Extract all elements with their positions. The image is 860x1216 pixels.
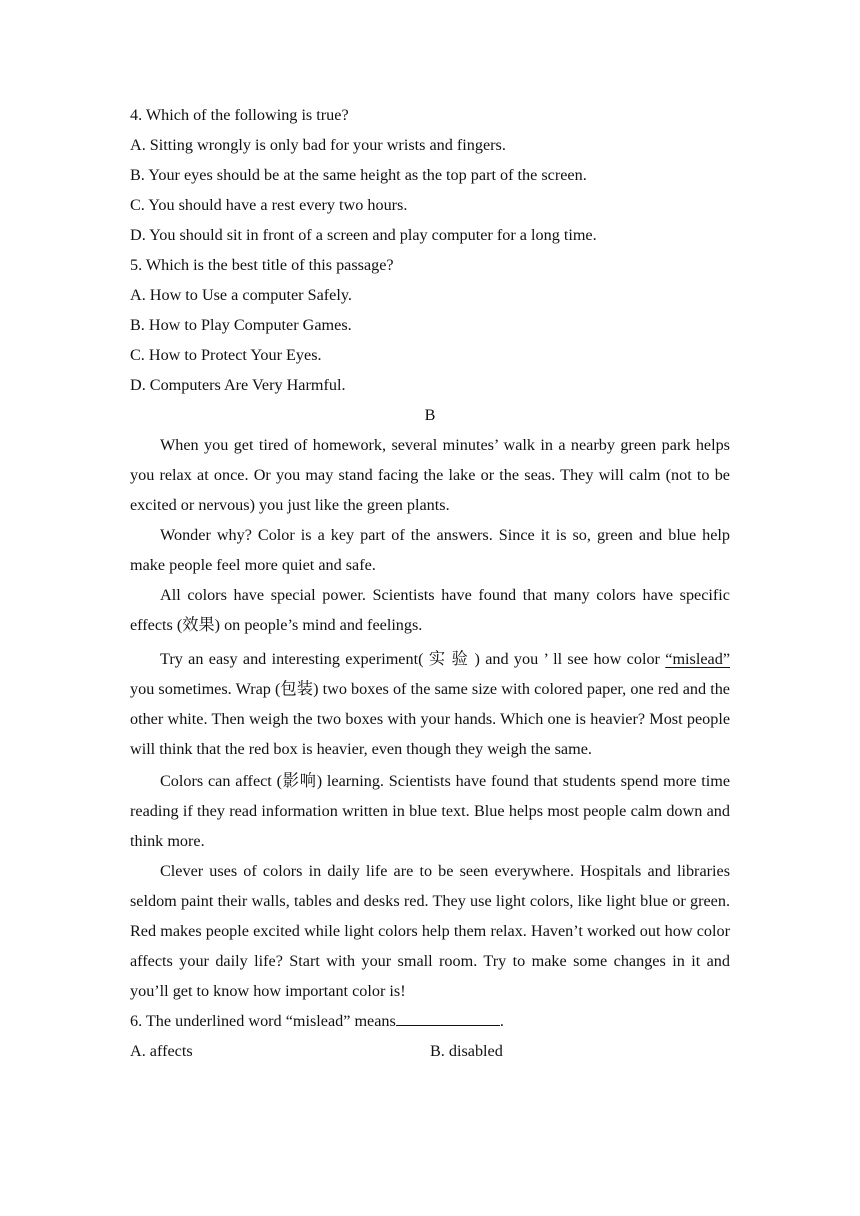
passage-paragraph-3: All colors have special power. Scientists have found that many colors have specific effects (效果) on people’s mind and feelings. bbox=[130, 586, 730, 634]
answer-blank bbox=[396, 1011, 500, 1026]
question-6-option-a: A. affects bbox=[130, 1042, 193, 1060]
question-5-option-c: C. How to Protect Your Eyes. bbox=[130, 346, 322, 364]
question-6 bbox=[130, 1006, 730, 1036]
passage-paragraph-4 bbox=[130, 644, 730, 764]
question-4: 4. Which of the following is true? bbox=[130, 106, 349, 124]
question-6-options bbox=[130, 1036, 730, 1066]
passage-paragraph-6: Clever uses of colors in daily life are to be seen everywhere. Hospitals and libraries seldom paint their walls, tables and desks red. They use light colors, like light blue or green. Red makes people excited while light colors help them relax. Haven’t worked out how color affects your daily life? Start with your small room. Try to make some changes in it and you’ll get to know how important color is! bbox=[130, 862, 730, 1000]
section-heading: B bbox=[424, 406, 436, 424]
question-6-option-b: B. disabled bbox=[430, 1042, 503, 1060]
question-4-option-a: A. Sitting wrongly is only bad for your wrists and fingers. bbox=[130, 136, 506, 154]
paragraph-4-text-after: you sometimes. Wrap (包装) two boxes of the same size with colored paper, one red and the other white. Then weigh the two boxes with your hands. Which one is heavier? Most people will think that the red box is heavier, even though they weigh the same. bbox=[130, 680, 730, 758]
underlined-word-mislead: “mislead” bbox=[665, 650, 730, 668]
question-5: 5. Which is the best title of this passage? bbox=[130, 256, 394, 274]
question-5-option-d: D. Computers Are Very Harmful. bbox=[130, 376, 346, 394]
document-page bbox=[130, 100, 730, 1066]
question-4-option-d: D. You should sit in front of a screen and play computer for a long time. bbox=[130, 226, 597, 244]
question-5-option-a: A. How to Use a computer Safely. bbox=[130, 286, 352, 304]
passage-paragraph-5: Colors can affect (影响) learning. Scientists have found that students spend more time reading if they read information written in blue text. Blue helps most people calm down and think more. bbox=[130, 772, 730, 850]
question-4-option-c: C. You should have a rest every two hours. bbox=[130, 196, 408, 214]
question-4-option-b: B. Your eyes should be at the same height as the top part of the screen. bbox=[130, 166, 587, 184]
passage-paragraph-2: Wonder why? Color is a key part of the answers. Since it is so, green and blue help make people feel more quiet and safe. bbox=[130, 526, 730, 574]
question-5-option-b: B. How to Play Computer Games. bbox=[130, 316, 352, 334]
passage-paragraph-1: When you get tired of homework, several minutes’ walk in a nearby green park helps you relax at once. Or you may stand facing the lake or the seas. They will calm (not to be excited or nervous) you just like the green plants. bbox=[130, 436, 730, 514]
question-6-period: . bbox=[499, 1012, 504, 1030]
paragraph-4-text-before: Try an easy and interesting experiment( 实 验 ) and you ’ ll see how color bbox=[160, 650, 666, 668]
question-6-text: 6. The underlined word “mislead” means bbox=[130, 1012, 396, 1030]
